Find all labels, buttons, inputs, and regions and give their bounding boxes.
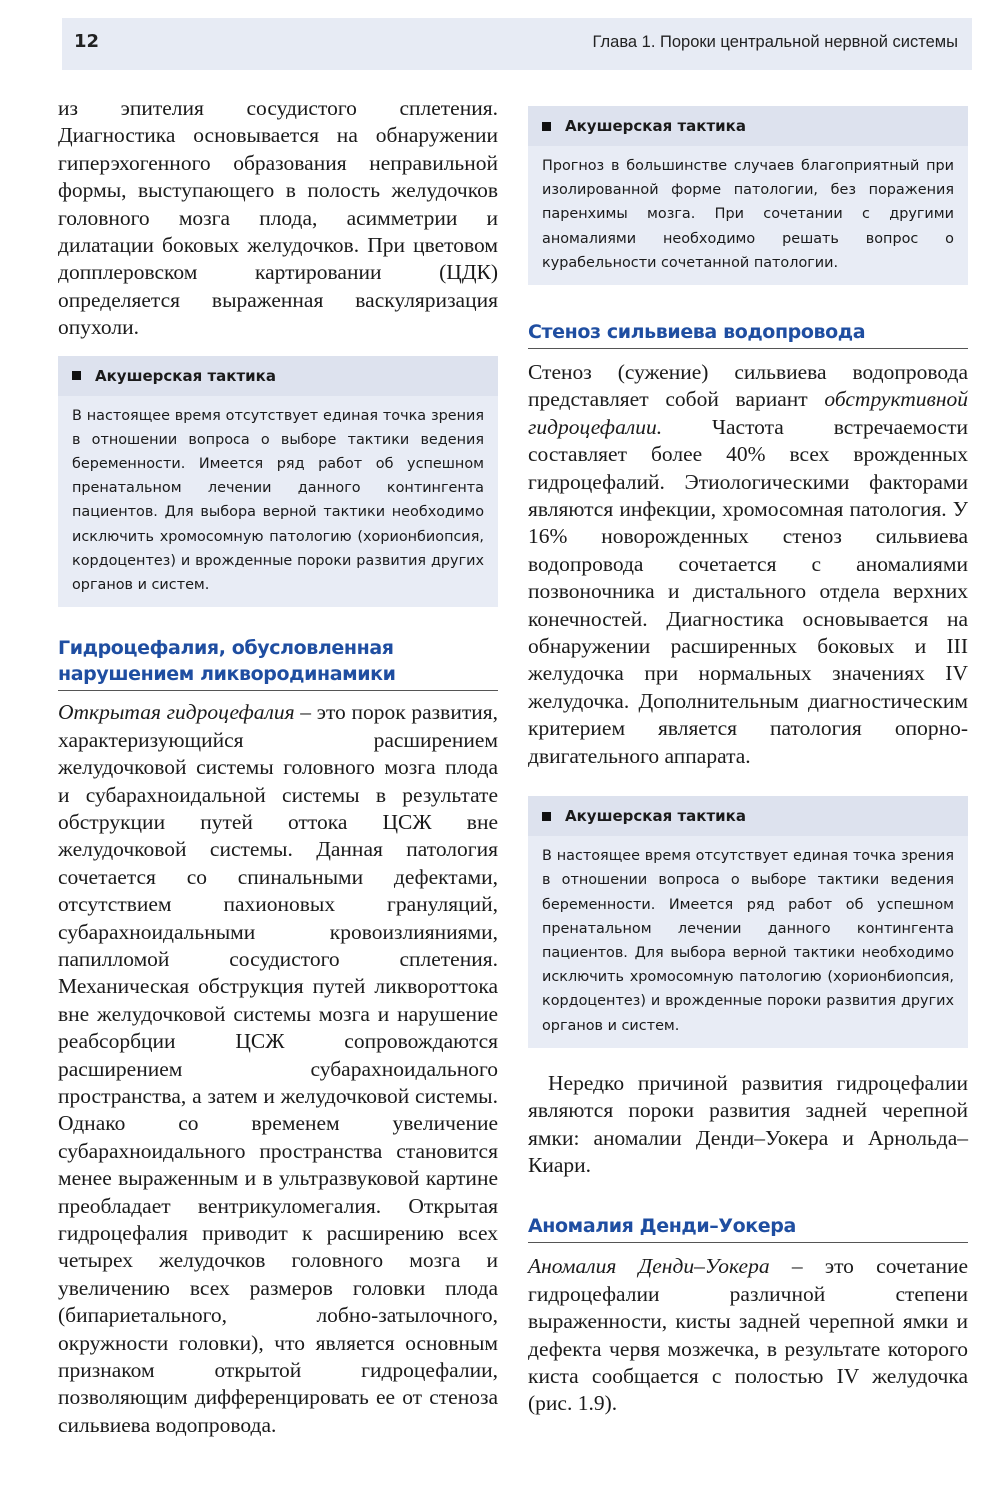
box-text: В настоящее время отсутствует единая точка зрения в отношении вопроса о выборе тактики ведения беременности. Имеется ряд работ об успешном пренатальном лечении данного контингента пациентов. Для выбора верной тактики необходимо исключить хромосомную патологию (хорионбиопсия, кордоцентез) и врожденные пороки развития других органов и систем. — [542, 848, 954, 1034]
paragraph-part: Частота встречаемости составляет более 40% всех врожденных гидроцефалий. Этиологическими факторами являются инфекции, хромосомная патология. У 16% новорожденных стеноз сильвиева водопровода сочетается с аномалиями позвоночника и дистального отдела верхних конечностей. Диагностика основывается на обнаружении расширенных боковых и III желудочка при нормальных значениях IV желудочка. Дополнительным диагностическим критерием является патология опорно-двигательного аппарата. — [528, 414, 968, 768]
box-header — [58, 356, 498, 396]
aqueduct-stenosis-paragraph — [528, 359, 968, 770]
section-title-dandy-walker: Аномалия Денди–Уокера — [528, 1213, 968, 1243]
section-title-line-1: Гидроцефалия, обусловленная — [58, 637, 394, 660]
box-title: Акушерская тактика — [95, 366, 276, 385]
box-header — [528, 796, 968, 836]
section-title-line-2: нарушением ликвородинамики — [58, 663, 396, 686]
paragraph-body: – это сочетание гидроцефалии различной степени выраженности, кисты задней черепной ямки и дефекта червя мозжечка, в результате которого киста сообщается с полостью IV желудочка (рис. 1.9). — [528, 1254, 969, 1416]
chapter-title: Глава 1. Пороки центральной нервной системы — [592, 33, 958, 51]
italic-term: обструктивной гидроцефалии. — [528, 387, 968, 439]
box-text: В настоящее время отсутствует единая точка зрения в отношении вопроса о выборе тактики ведения беременности. Имеется ряд работ об успешном пренатальном лечении данного контингента пациентов. Для выбора верной тактики необходимо исключить хромосомную патологию (хорионбиопсия, кордоцентез) и врожденные пороки развития других органов и систем. — [72, 407, 484, 594]
box-header — [528, 106, 968, 146]
right-column — [528, 106, 968, 1418]
dandy-walker-paragraph — [528, 1253, 968, 1417]
intro-paragraph: из эпителия сосудистого сплетения. Диагностика основывается на обнаружении гиперэхогенного образования неправильной формы, выступающего в полость желудочков головного мозга плода, асимметрии и дилатации боковых желудочков. При цветовом допплеровском картировании (ЦДК) определяется выраженная васкуляризация опухоли. — [58, 96, 498, 340]
obstetric-tactics-box-2 — [528, 796, 968, 1048]
italic-term: Аномалия Денди–Уокера — [528, 1254, 770, 1279]
square-bullet-icon — [542, 122, 551, 131]
running-header — [62, 18, 972, 70]
square-bullet-icon — [542, 812, 551, 821]
box-title: Акушерская тактика — [565, 117, 746, 135]
square-bullet-icon — [72, 371, 81, 380]
left-column — [58, 95, 498, 1439]
paragraph-body: – это порок развития, характеризующийся расширением желудочковой системы головного мозга плода и субарахноидальной системы в результате обструкции путей оттока ЦСЖ вне желудочковой системы. Данная патология сочетается со спинальными дефектами, отсутствием пахионовых грануляций, субарахноидальными кровоизлияниями, папилломой сосудистого сплетения. Механическая обструкция путей ликвороттока вне желудочковой системы мозга и нарушение реабсорбции ЦСЖ сопровождаются расширением субарахноидального пространства, а затем и желудочковой системы. Однако со временем увеличение субарахноидального пространства становится менее выраженным и в ультразвуковой картине преобладает вентрикуломегалия. Открытая гидроцефалия приводит к расширению всех четырех желудочков головного мозга и увеличению всех размеров головки плода (бипариетального, лобно-затылочного, окружности головки), что является основным признаком открытой гидроцефалии, позволяющим дифференцировать ее от стеноза сильвиева водопровода. — [58, 700, 498, 1437]
page-number: 12 — [74, 31, 100, 52]
obstetric-tactics-box — [58, 356, 498, 608]
obstetric-tactics-box-1 — [528, 106, 968, 285]
section-title-hydrocephalus — [58, 635, 498, 691]
paragraph-part: Стеноз (сужение) сильвиева водопровода представляет собой вариант — [528, 360, 968, 412]
section-title-aqueduct-stenosis: Стеноз сильвиева водопровода — [528, 319, 968, 349]
open-hydrocephalus-paragraph — [58, 699, 498, 1439]
italic-term: Открытая гидроцефалия — [58, 700, 295, 725]
box-title: Акушерская тактика — [565, 807, 746, 826]
posterior-fossa-paragraph: Нередко причиной развития гидроцефалии являются пороки развития задней черепной ямки: аномалии Денди–Уокера и Арнольда–Киари. — [528, 1070, 968, 1177]
box-text: Прогноз в большинстве случаев благоприятный при изолированной форме патологии, без поражения паренхимы мозга. При сочетании с другими аномалиями необходимо решать вопрос о курабельности сочетанной патологии. — [542, 158, 954, 271]
